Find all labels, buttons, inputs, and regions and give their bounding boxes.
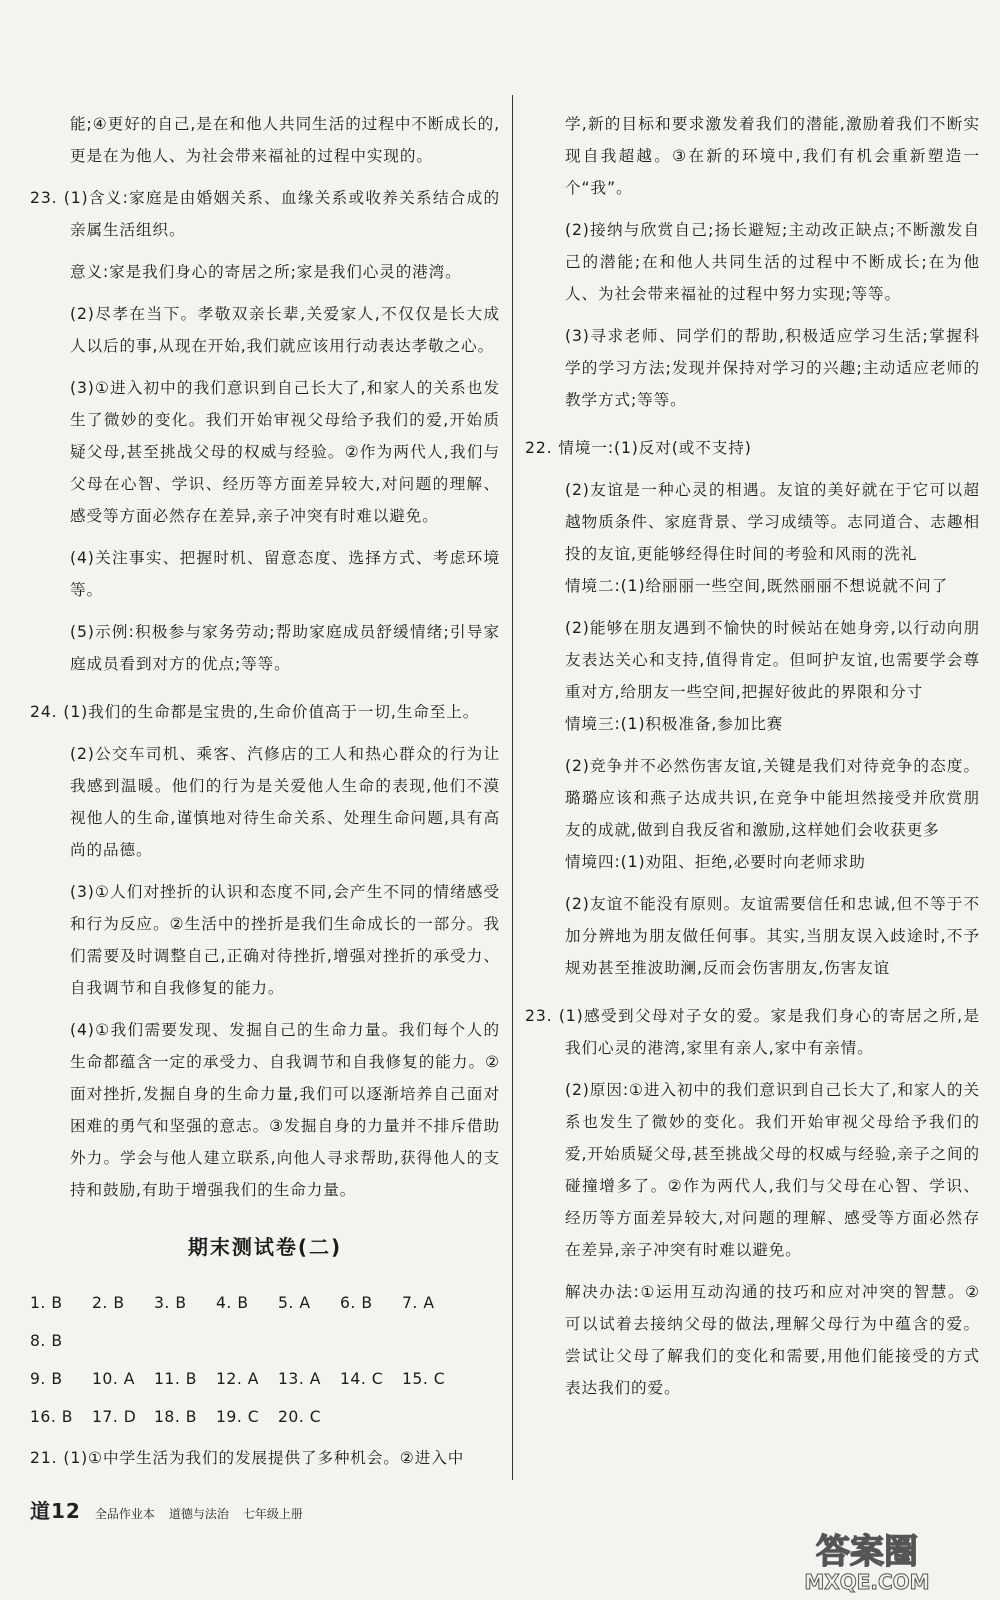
paragraph: (2)竞争并不必然伤害友谊,关键是我们对待竞争的态度。璐璐应该和燕子达成共识,在竞争中能坦然接受并欣赏朋友的成就,做到自我反省和激励,这样她们会收获更多 (565, 757, 980, 839)
paragraph: (4)①我们需要发现、发掘自己的生命力量。我们每个人的生命都蕴含一定的承受力、自我调节和自我修复的能力。②面对挫折,发掘自身的生命力量,我们可以逐渐培养自己面对困难的勇气和坚强的意志。③发掘自身的力量并不排斥借助外力。学会与他人建立联系,向他人寻求帮助,获得他人的支持和鼓励,有助于增强我们的生命力量。 (70, 1021, 500, 1199)
watermark-logo (752, 1525, 982, 1595)
paragraph: (2)接纳与欣赏自己;扬长避短;主动改正缺点;不断激发自己的潜能;在和他人共同生活的过程中不断成长;在为他人、为社会带来福祉的过程中努力实现;等等。 (565, 221, 980, 303)
paragraph: 24. (1)我们的生命都是宝贵的,生命价值高于一切,生命至上。 (30, 703, 480, 721)
section-title: 期末测试卷(二) (187, 1235, 343, 1259)
left-column (30, 108, 500, 1474)
answer-row (30, 1398, 500, 1436)
answer-item: 18. B (154, 1408, 197, 1426)
answer-item: 4. B (216, 1294, 249, 1312)
answer-item: 12. A (216, 1370, 259, 1388)
answer-row (30, 1284, 500, 1360)
paragraph: (2)公交车司机、乘客、汽修店的工人和热心群众的行为让我感到温暖。他们的行为是关爱他人生命的表现,他们不漠视他人的生命,谨慎地对待生命关系、处理生命问题,具有高尚的品德。 (70, 745, 500, 859)
paragraph: 22. 情境一:(1)反对(或不支持) (525, 439, 752, 457)
answer-item: 3. B (154, 1294, 187, 1312)
paragraph: 23. (1)感受到父母对子女的爱。家是我们身心的寄居之所,是我们心灵的港湾,家里有亲人,家中有亲情。 (525, 1007, 980, 1057)
paragraph: (5)示例:积极参与家务劳动;帮助家庭成员舒缓情绪;引导家庭成员看到对方的优点;等等。 (70, 623, 500, 673)
paragraph: (2)原因:①进入初中的我们意识到自己长大了,和家人的关系也发生了微妙的变化。我们开始审视父母给予我们的爱,开始质疑父母,甚至挑战父母的权威与经验,亲子之间的碰撞增多了。②作为两代人,我们与父母在心智、学识、经历等方面差异较大,对问题的理解、感受等方面必然存在差异,亲子冲突有时难以避免。 (565, 1081, 980, 1259)
answer-item: 6. B (340, 1294, 373, 1312)
answer-item: 9. B (30, 1370, 63, 1388)
answer-item: 10. A (92, 1370, 135, 1388)
page-number: 道12 (30, 1499, 81, 1523)
paragraph: 21. (1)①中学生活为我们的发展提供了多种机会。②进入中 (30, 1449, 465, 1467)
paragraph: (3)寻求老师、同学们的帮助,积极适应学习生活;掌握科学的学习方法;发现并保持对学习的兴趣;主动适应老师的教学方式;等等。 (565, 327, 980, 409)
paragraph: (3)①进入初中的我们意识到自己长大了,和家人的关系也发生了微妙的变化。我们开始审视父母给予我们的爱,开始质疑父母,甚至挑战父母的权威与经验。②作为两代人,我们与父母在心智、学识、经历等方面差异较大,对问题的理解、感受等方面必然存在差异,亲子冲突有时难以避免。 (70, 379, 500, 525)
paragraph: (4)关注事实、把握时机、留意态度、选择方式、考虑环境等。 (70, 549, 500, 599)
page-footer (30, 1495, 303, 1524)
paragraph: 解决办法:①运用互动沟通的技巧和应对冲突的智慧。②可以试着去接纳父母的做法,理解父母行为中蕴含的爱。尝试让父母了解我们的变化和需要,用他们能接受的方式表达我们的爱。 (565, 1283, 980, 1397)
answer-item: 8. B (30, 1332, 63, 1350)
answer-item: 17. D (92, 1408, 137, 1426)
answer-item: 20. C (278, 1408, 322, 1426)
column-divider (512, 95, 513, 1480)
answer-item: 13. A (278, 1370, 321, 1388)
paragraph: 能;④更好的自己,是在和他人共同生活的过程中不断成长的,更是在为他人、为社会带来福祉的过程中实现的。 (70, 115, 500, 165)
book-title: 全品作业本 (94, 1507, 155, 1521)
answer-row (30, 1360, 500, 1398)
paragraph: (2)能够在朋友遇到不愉快的时候站在她身旁,以行动向朋友表达关心和支持,值得肯定。但呵护友谊,也需要学会尊重对方,给朋友一些空间,把握好彼此的界限和分寸 (565, 619, 980, 701)
grade-label: 七年级上册 (242, 1507, 303, 1521)
paragraph: 学,新的目标和要求激发着我们的潜能,激励着我们不断实现自我超越。③在新的环境中,我们有机会重新塑造一个“我”。 (565, 115, 980, 197)
answer-item: 2. B (92, 1294, 125, 1312)
watermark-text-bottom: MXQE.COM (804, 1570, 930, 1594)
paragraph: 情境二:(1)给丽丽一些空间,既然丽丽不想说就不问了 (565, 577, 949, 595)
watermark-text-top: 答案圈 (816, 1532, 918, 1572)
answer-item: 7. A (402, 1294, 435, 1312)
answer-item: 15. C (402, 1370, 446, 1388)
paragraph: 情境四:(1)劝阻、拒绝,必要时向老师求助 (565, 853, 866, 871)
answer-item: 1. B (30, 1294, 63, 1312)
paragraph: 意义:家是我们身心的寄居之所;家是我们心灵的港湾。 (70, 263, 462, 281)
paragraph: (2)友谊是一种心灵的相遇。友谊的美好就在于它可以超越物质条件、家庭背景、学习成绩等。志同道合、志趣相投的友谊,更能够经得住时间的考验和风雨的洗礼 (565, 481, 980, 563)
paragraph: (2)尽孝在当下。孝敬双亲长辈,关爱家人,不仅仅是长大成人以后的事,从现在开始,我们就应该用行动表达孝敬之心。 (70, 305, 500, 355)
answer-item: 14. C (340, 1370, 384, 1388)
paragraph: (3)①人们对挫折的认识和态度不同,会产生不同的情绪感受和行为反应。②生活中的挫折是我们生命成长的一部分。我们需要及时调整自己,正确对待挫折,增强对挫折的承受力、自我调节和自我修复的能力。 (70, 883, 500, 997)
paragraph: 23. (1)含义:家庭是由婚姻关系、血缘关系或收养关系结合成的亲属生活组织。 (30, 189, 500, 239)
paragraph: (2)友谊不能没有原则。友谊需要信任和忠诚,但不等于不加分辨地为朋友做任何事。其实,当朋友误入歧途时,不予规劝甚至推波助澜,反而会伤害朋友,伤害友谊 (565, 895, 980, 977)
answer-item: 16. B (30, 1408, 73, 1426)
answer-item: 11. B (154, 1370, 197, 1388)
answer-item: 5. A (278, 1294, 311, 1312)
subject-label: 道德与法治 (168, 1507, 229, 1521)
answer-item: 19. C (216, 1408, 260, 1426)
right-column (525, 108, 980, 1404)
paragraph: 情境三:(1)积极准备,参加比赛 (565, 715, 784, 733)
